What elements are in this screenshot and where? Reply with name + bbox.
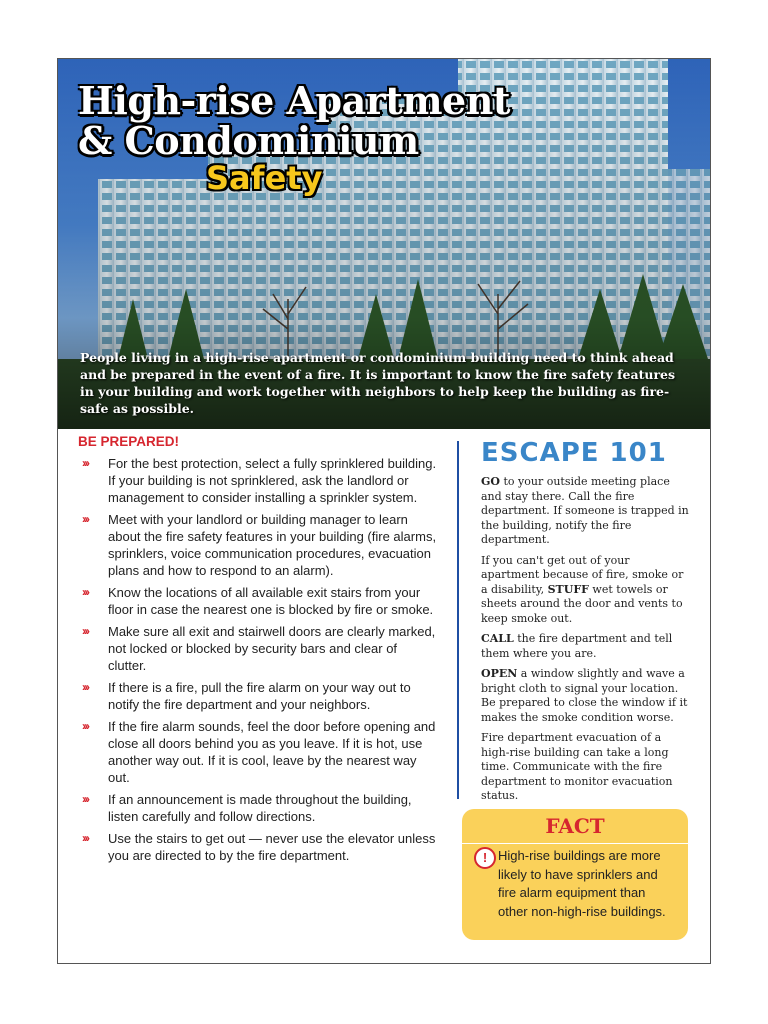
flyer-page <box>57 58 711 964</box>
list-item: ››› Make sure all exit and stairwell doors are clearly marked, not locked or blocked by security bars and clear of clutter. <box>82 624 436 673</box>
chevron-bullet-icon: ››› <box>82 585 88 599</box>
escape-paragraph-stuff: If you can't get out of your apartment because of fire, smoke or a disability, STUFF wet towels or sheets around the door and vents to keep smoke out. <box>481 553 684 625</box>
fact-box <box>462 809 688 940</box>
escape-paragraph-go: GO to your outside meeting place and stay there. Call the fire department. If someone is trapped in the building, notify the fire department. <box>481 475 689 546</box>
title-line-1: High-rise Apartment <box>78 78 510 123</box>
be-prepared-section <box>78 434 438 869</box>
list-item: ››› Meet with your landlord or building manager to learn about the fire safety features in your building (fire alarms, sprinklers, voice communication procedures, evacuation plans and how to respond to an alarm). <box>82 512 437 578</box>
list-item: ››› For the best protection, select a fully sprinklered building. If your building is not sprinklered, ask the landlord or management to consider installing a sprinkler system. <box>82 456 437 505</box>
fact-heading: FACT <box>462 809 688 844</box>
chevron-bullet-icon: ››› <box>82 831 88 845</box>
be-prepared-list <box>78 455 438 864</box>
list-item: ››› If the fire alarm sounds, feel the door before opening and close all doors behind you as you leave. If it is hot, use another way out. If it is cool, leave by the nearest way out. <box>82 719 436 785</box>
title-accent: Safety <box>206 159 323 197</box>
page-title <box>78 78 510 163</box>
chevron-bullet-icon: ››› <box>82 792 88 806</box>
chevron-bullet-icon: ››› <box>82 719 88 733</box>
be-prepared-heading: BE PREPARED! <box>78 434 180 449</box>
escape-section <box>481 439 691 810</box>
escape-paragraph-call: CALL the fire department and tell them where you are. <box>481 632 673 660</box>
escape-paragraph-evacuation: Fire department evacuation of a high-rise building can take a long time. Communicate with the fire department to monitor evacuation status. <box>481 731 673 802</box>
escape-paragraph-open: OPEN a window slightly and wave a bright cloth to signal your location. Be prepared to close the window if it makes the smoke condition worse. <box>481 667 688 724</box>
list-item: ››› If an announcement is made throughout the building, listen carefully and follow directions. <box>82 792 412 824</box>
escape-heading: ESCAPE 101 <box>481 438 667 468</box>
chevron-bullet-icon: ››› <box>82 624 88 638</box>
hero-photo <box>58 59 710 429</box>
fact-text: High-rise buildings are more likely to have sprinklers and fire alarm equipment than other non-high-rise buildings. <box>498 848 666 919</box>
list-item: ››› Know the locations of all available exit stairs from your floor in case the nearest one is blocked by fire or smoke. <box>82 585 434 617</box>
column-divider <box>457 441 459 799</box>
intro-paragraph: People living in a high-rise apartment or condominium building need to think ahead and be prepared in the event of a fire. It is important to know the fire safety features in your building and work together with neighbors to help keep the building as fire-safe as possible. <box>80 350 676 416</box>
list-item: ››› Use the stairs to get out — never use the elevator unless you are directed to by the fire department. <box>82 831 436 863</box>
list-item: ››› If there is a fire, pull the fire alarm on your way out to notify the fire department and your neighbors. <box>82 680 411 712</box>
alert-icon: ! <box>474 847 496 869</box>
title-line-2: & Condominium <box>78 118 419 163</box>
chevron-bullet-icon: ››› <box>82 680 88 694</box>
chevron-bullet-icon: ››› <box>82 512 88 526</box>
chevron-bullet-icon: ››› <box>82 456 88 470</box>
